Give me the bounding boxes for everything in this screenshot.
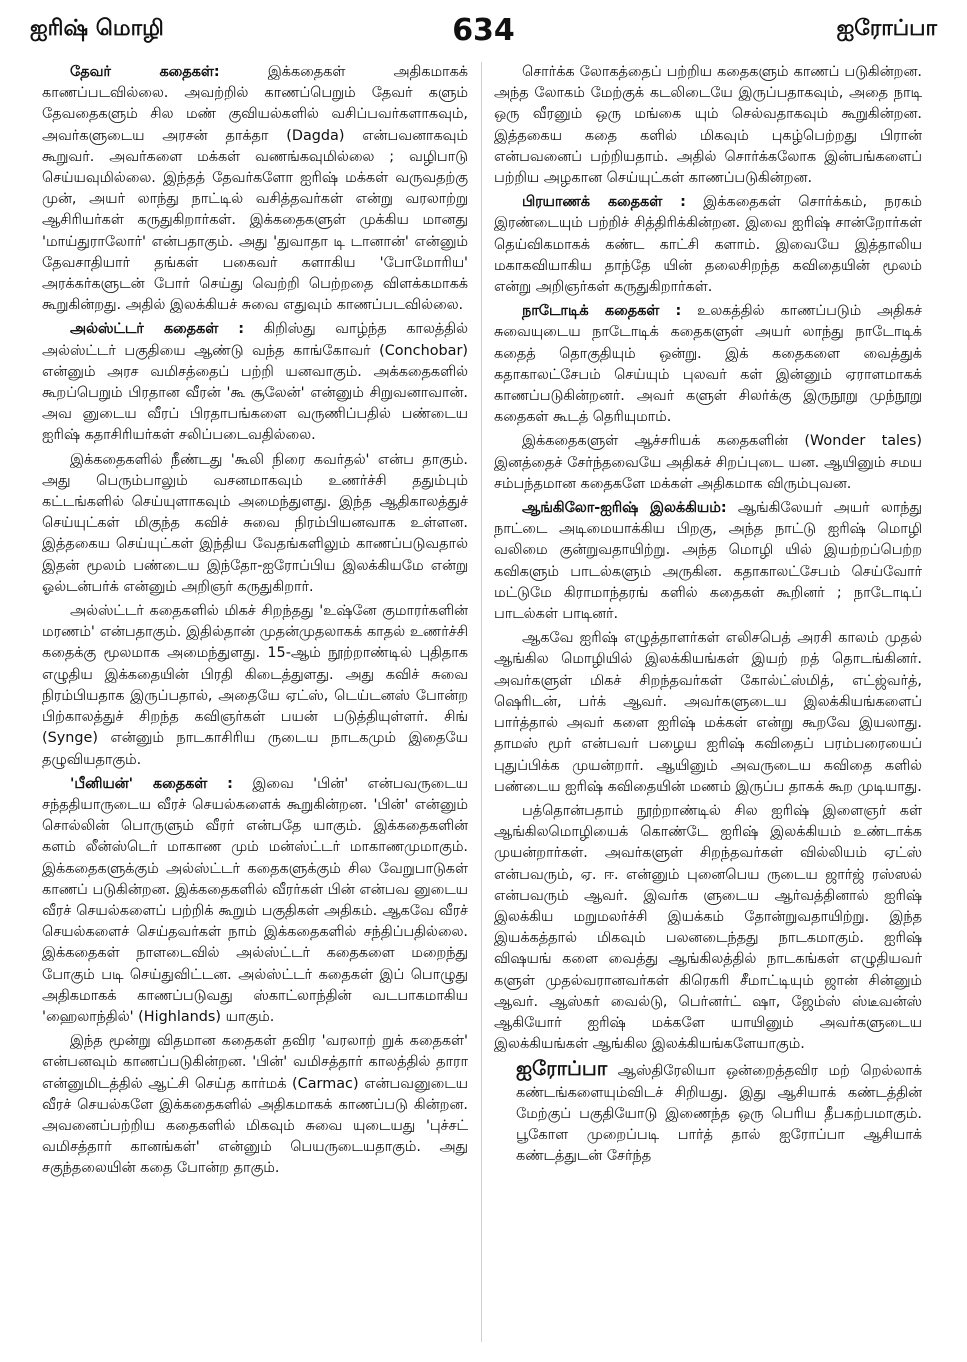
body-paragraph xyxy=(494,498,922,625)
paragraph-text: அல்ஸ்ட்டர் கதைகளில் மிகச் சிறந்தது 'உஷ்னே குமாரர்களின் மரணம்' என்பதாகும். இதில்தான் முதன்முதலாகக் காதல் உணர்ச்சி கதைக்கு மூலமாக அமைந்துளது. 15-ஆம் நூற்றாண்டில் புதிதாக எழுதிய இக்கதையின் பிரதி கிடைத்துளது. அது கவிச் சுவை நிரம்பியதாக இருப்பதால், அதையே ஏட்ஸ், டெய்டனஸ் போன்ற பிற்காலத்துச் சிறந்த கவிஞர்கள் பயன் படுத்தியுள்ளர். சிங் (Synge) என்னும் நாடகாசிரிய ருடைய நாடகமும் இதையே தழுவியதாகும். xyxy=(42,603,468,768)
paragraph-text: இக்கதைகளில் நீண்டது 'கூலி நிரை கவர்தல்' என்ப தாகும். அது பெரும்பாலும் வசனமாகவும் உணர்ச்சி ததும்பும் கட்டங்களில் செய்யுளாகவும் அமைந்துளது. இந்த ஆதிகாலத்துச் செய்யுட்கள் மிகுந்த கவிச் சுவை நிரம்பியனவாக உள்ளன. இத்தகைய செய்யுட்கள் இந்திய வேதங்களிலும் காணப்படுவதால் இதன் மூலம் பண்டைய இந்தோ-ஐரோப்பிய இலக்கியமே என்று ஓல்டன்பர்க் என்னும் அறிஞர் கருதுகிறார். xyxy=(42,451,468,595)
body-paragraph xyxy=(494,62,922,189)
paragraph-text: ஆங்கிலேயர் அயர் லாந்து நாட்டை அடிமையாக்கிய பிறகு, அந்த நாட்டு ஐரிஷ் மொழி வலிமை குன்றுவதாயிற்று. அந்த மொழி யில் இயற்றப்பெற்ற கவிகளும் பாடல்களும் அருகின. கதாகாலட்சேபம் செய்வோர் மட்டுமே கிராமாந்தரங் களில் கதைகள் கூறினர் ; நாடோடிப் பாடல்கள் பாடினர். xyxy=(494,500,922,623)
section-lead: அல்ஸ்ட்டர் கதைகள் : xyxy=(70,321,244,338)
body-paragraph xyxy=(42,1031,468,1179)
paragraph-text: கிறிஸ்து வாழ்ந்த காலத்தில் அல்ஸ்ட்டர் பகுதியை ஆண்டு வந்த காங்கோவர் (Conchobar) என்னும் அரச வமிசத்தைப் பற்றி யனவாகும். அக்கதைகளில் கூறப்பெறும் பிரதான வீரன் 'கூ சூலேன்' என்னும் சிறுவனாவான். அவ னுடைய வீரப் பிரதாபங்களை வருணிப்பதில் பண்டைய ஐரிஷ் கதாசிரியர்கள் சலிப்படைவதில்லை. xyxy=(42,321,468,444)
body-paragraph xyxy=(494,801,922,1055)
body-paragraph xyxy=(494,628,922,798)
section-lead: ஆங்கிலோ-ஐரிஷ் இலக்கியம்: xyxy=(522,500,727,517)
entry-heading: ஐரோப்பா xyxy=(516,1056,608,1081)
paragraph-text: உலகத்தில் காணப்படும் அதிகச் சுவையுடைய நாடோடிக் கதைகளுள் அயர் லாந்து நாடோடிக் கதைத் தொகுதியும் ஒன்று. இக் கதைகளை வைத்துக் கதாகாலட்சேபம் செய்யும் புலவர் கள் இன்னும் ஏராளமாகக் காணப்படுகின்றனர். அவர் களுள் சிலர்க்கு இருநூறு முந்நூறு கதைகள் கூடத் தெரியுமாம். xyxy=(494,303,922,426)
body-paragraph xyxy=(494,192,922,298)
body-paragraph xyxy=(42,319,468,446)
paragraph-text: சொர்க்க லோகத்தைப் பற்றிய கதைகளும் காணப் படுகின்றன. அந்த லோகம் மேற்குக் கடலிடையே இருப்பதாகவும், அதை நாடி ஒரு வீரனும் ஒரு மங்கை யும் செல்வதாகவும் கூறுகின்றன. இத்தகைய கதை களில் மிகவும் புகழ்பெற்றது பிரான் என்பவனைப் பற்றியதாம். அதில் சொர்க்கலோக இன்பங்களைப் பற்றிய அழகான செய்யுட்கள் காணப்படுகின்றன. xyxy=(494,64,922,187)
body-paragraph xyxy=(494,431,922,495)
paragraph-text: இக்கதைகள் அதிகமாகக் காணப்படவில்லை. அவற்றில் காணப்பெறும் தேவர் களும் தேவதைகளும் சில மண் குவியல்களில் வசிப்பவர்களாகவும், அவர்களுடைய அரசன் தாக்தா (Dagda) என்பவனாகவும் கூறுவர். அவர்களை மக்கள் வணங்கவுமில்லை ; வழிபாடு செய்யவுமில்லை. இந்தத் தேவர்களோ ஐரிஷ் மக்கள் வருவதற்கு முன், அயர் லாந்து நாட்டில் வசித்தவர்கள் என்று வரலாற்று ஆசிரியர்கள் கருதுகிறார்கள். இக்கதைகளுள் முக்கிய மானது 'மாய்துராலோர்' என்பதாகும். அது 'துவாதா டி டானான்' என்னும் தேவசாதியார் தங்கள் பகைவர் களாகிய 'போமோரிய' அரக்கர்களுடன் போர் செய்து வெற்றி பெற்றதை விளக்கமாகக் கூறுகின்றது. அதில் இலக்கியச் சுவை எதுவும் காணப்படவில்லை. xyxy=(42,64,468,314)
section-lead: 'பீனியன்' கதைகள் : xyxy=(70,775,233,792)
paragraph-text: இக்கதைகள் சொர்க்கம், நரகம் இரண்டையும் பற்றிச் சித்திரிக்கின்றன. இவை ஐரிஷ் சான்றோர்கள் தெய்விகமாகக் கண்ட காட்சி களாம். இவையே இத்தாலிய மகாகவியாகிய தாந்தே யின் தலைசிறந்த கவிதையின் மூலம் என்று அறிஞர்கள் கருதுகிறார்கள். xyxy=(494,194,922,296)
paragraph-text: ஆகவே ஐரிஷ் எழுத்தாளர்கள் எலிசபெத் அரசி காலம் முதல் ஆங்கில மொழியில் இலக்கியங்கள் இயற் றத் தொடங்கினர். அவர்களுள் மிகச் சிறந்தவர்கள் கோல்ட்ஸ்மித், எட்ஜ்வர்த், ஷெரிடன், பர்க் ஆவர். அவர்களுடைய இலக்கியங்களைப் பார்த்தால் அவர் களை ஐரிஷ் மக்கள் என்று கூறவே இயலாது. தாமஸ் மூர் என்பவர் பழைய ஐரிஷ் கவிதைப் பரம்பரையைப் புதுப்பிக்க முயன்றார். ஆயினும் அவருடைய கவிதை களில் பண்டைய ஐரிஷ் கவிதையின் மணம் இருப்ப தாகக் கூற முடியாது. xyxy=(494,630,922,795)
body-paragraph xyxy=(42,450,468,598)
encyclopedia-entry-paragraph xyxy=(494,1058,922,1167)
page-header xyxy=(30,8,937,52)
running-head-left: ஐரிஷ் மொழி xyxy=(30,16,164,41)
column-divider xyxy=(481,62,482,1342)
paragraph-text: ஆஸ்திரேலியா ஒன்றைத்தவிர மற் றெல்லாக் கண்டங்களையும்விடச் சிறியது. இது ஆசியாக் கண்டத்தின் மேற்குப் பகுதியோடு இணைந்த ஒரு பெரிய தீபகற்பமாகும். பூகோள முறைப்படி பார்த் தால் ஐரோப்பா ஆசியாக் கண்டத்துடன் சேர்ந்த xyxy=(516,1063,922,1165)
right-column xyxy=(494,62,922,1344)
paragraph-text: இக்கதைகளுள் ஆச்சரியக் கதைகளின் (Wonder tales) இனத்தைச் சேர்ந்தவையே அதிகச் சிறப்புடை யன. ஆயினும் சமய சம்பந்தமான கதைகளே மக்கள் அதிகமாக விரும்புவன. xyxy=(494,433,922,492)
page-number: 634 xyxy=(452,12,515,48)
section-lead: நாடோடிக் கதைகள் : xyxy=(522,303,682,320)
body-paragraph xyxy=(494,301,922,428)
section-lead: தேவர் கதைகள்: xyxy=(70,64,220,80)
body-paragraph xyxy=(42,62,468,316)
body-paragraph xyxy=(42,601,468,771)
left-column xyxy=(42,62,468,1344)
paragraph-text: பத்தொன்பதாம் நூற்றாண்டில் சில ஐரிஷ் இளைஞர் கள் ஆங்கிலமொழியைக் கொண்டே ஐரிஷ் இலக்கியம் உண்டாக்க முயன்றார்கள். அவர்களுள் சிறந்தவர்கள் வில்லியம் ஏட்ஸ் என்பவரும், ஏ. ஈ. என்னும் புனைபெய ருடைய ஜார்ஜ் ரஸ்ஸல் என்பவரும் ஆவர். இவர்க ளுடைய ஆர்வத்தினால் ஐரிஷ் இலக்கிய மறுமலர்ச்சி இயக்கம் தோன்றுவதாயிற்று. இந்த இயக்கத்தால் மிகவும் பலனடைந்தது நாடகமாகும். ஐரிஷ் விஷயங் களை வைத்து ஆங்கிலத்தில் நாடகங்கள் எழுதியவர் களுள் முதல்வரானவர்கள் கிரெகரி சீமாட்டியும் ஜான் சின்னும் ஆவர். ஆஸ்கர் வைல்டு, பெர்னர்ட் ஷா, ஜேம்ஸ் ஸ்டீவன்ஸ் ஆகியோர் ஐரிஷ் மக்களே யாயினும் அவர்களுடைய இலக்கியங்கள் ஆங்கில இலக்கியங்களேயாகும். xyxy=(494,802,922,1053)
running-head-right: ஐரோப்பா xyxy=(836,16,937,41)
section-lead: பிரயாணக் கதைகள் : xyxy=(522,194,686,211)
paragraph-text: இவை 'பின்' என்பவருடைய சந்ததியாருடைய வீரச் செயல்களைக் கூறுகின்றன. 'பின்' என்னும் சொல்லின் பொருளும் வீரர் என்பதே யாகும். இக்கதைகளின் களம் லீன்ஸ்டெர் மாகாண மும் மன்ஸ்ட்டர் மாகாணமுமாகும். இக்கதைகளுக்கும் அல்ஸ்ட்டர் கதைகளுக்கும் சில வேறுபாடுகள் காணப் படுகின்றன. இக்கதைகளில் வீரர்கள் பின் என்பவ னுடைய வீரச் செயல்களைப் பற்றிக் கூறும் பகுதிகள் அதிகம். ஆகவே வீரச் செயல்களைச் செய்தவர்கள் நாம் இக்கதைகளில் சந்திப்பதில்லை. இக்கதைகள் நாளடைவில் அல்ஸ்ட்டர் கதைகளை மறைந்து போகும் படி செய்துவிட்டன. அல்ஸ்ட்டர் கதைகள் இப் பொழுது அதிகமாகக் காணப்படுவது ஸ்காட்லாந்தின் வடபாகமாகிய 'ஹைலாந்தில்' (Highlands) யாகும். xyxy=(42,775,468,1025)
paragraph-text: இந்த மூன்று விதமான கதைகள் தவிர 'வரலாற் றுக் கதைகள்' என்பனவும் காணப்படுகின்றன. 'பின்' வமிசத்தார் காலத்தில் தாரா என்னுமிடத்தில் ஆட்சி செய்த கார்மக் (Carmac) என்பவனுடைய வீரச் செயல்களே இக்கதைகளில் அதிகமாகக் காணப்படு கின்றன. அவனைப்பற்றிய கதைகளில் மிகவும் சுவை யுடையது 'புச்சட் வமிசத்தார் கானங்கள்' என்னும் பெயருடையதாகும். அது சகுந்தலையின் கதை போன்ற தாகும். xyxy=(42,1033,468,1177)
body-paragraph xyxy=(42,774,468,1028)
